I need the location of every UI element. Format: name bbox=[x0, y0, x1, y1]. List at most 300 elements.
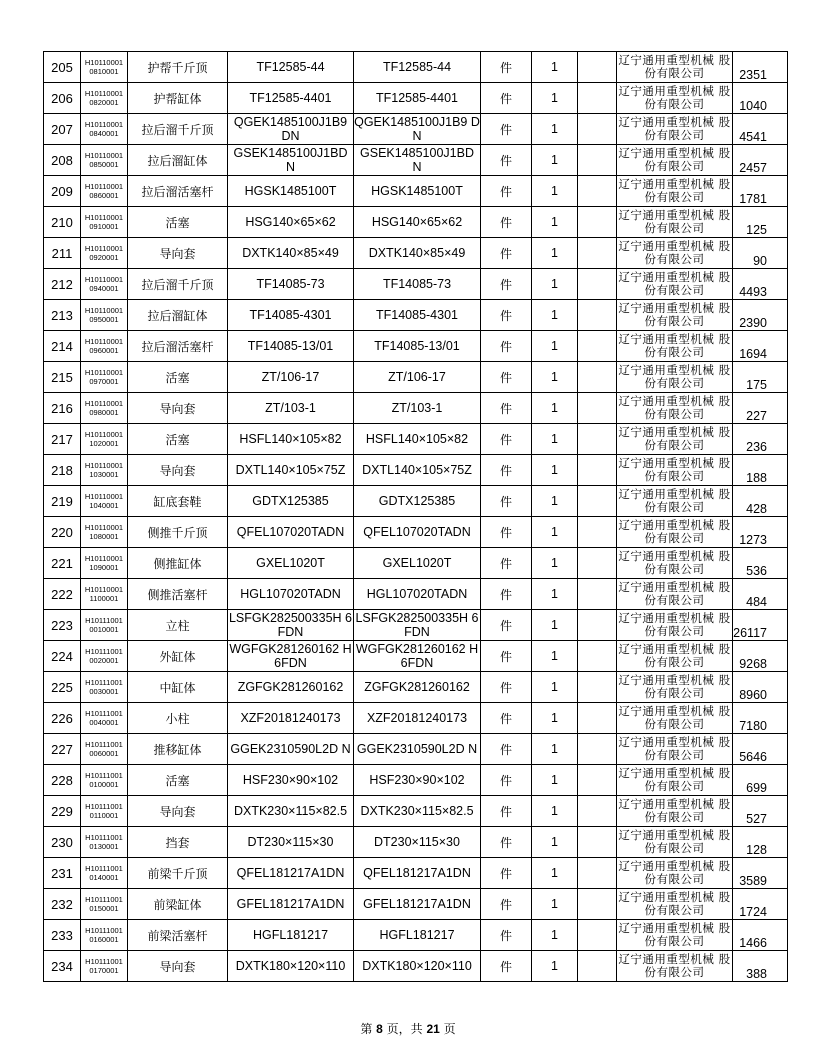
model-cell: QFEL181217A1DN bbox=[228, 858, 354, 889]
quantity-cell: 1 bbox=[532, 579, 578, 610]
unit-cell: 件 bbox=[481, 114, 532, 145]
manufacturer-cell: 辽宁通用重型机械 股份有限公司 bbox=[617, 858, 733, 889]
quantity-cell: 1 bbox=[532, 83, 578, 114]
blank-cell bbox=[578, 951, 617, 982]
manufacturer-cell: 辽宁通用重型机械 股份有限公司 bbox=[617, 672, 733, 703]
model-cell: XZF20181240173 bbox=[228, 703, 354, 734]
amount-cell: 90 bbox=[733, 238, 788, 269]
blank-cell bbox=[578, 486, 617, 517]
seq-cell: 230 bbox=[44, 827, 81, 858]
unit-cell: 件 bbox=[481, 858, 532, 889]
quantity-cell: 1 bbox=[532, 827, 578, 858]
blank-cell bbox=[578, 858, 617, 889]
code-cell: H10111001 0060001 bbox=[81, 734, 128, 765]
spec-cell: ZT/106-17 bbox=[354, 362, 481, 393]
unit-cell: 件 bbox=[481, 176, 532, 207]
spec-cell: DXTK180×120×110 bbox=[354, 951, 481, 982]
table-row bbox=[44, 52, 788, 83]
code-cell: H10111001 0130001 bbox=[81, 827, 128, 858]
part-name-cell: 侧推活塞杆 bbox=[128, 579, 228, 610]
spec-cell: QFEL107020TADN bbox=[354, 517, 481, 548]
spec-cell: WGFGK281260162 H6FDN bbox=[354, 641, 481, 672]
blank-cell bbox=[578, 83, 617, 114]
seq-cell: 206 bbox=[44, 83, 81, 114]
amount-cell: 2390 bbox=[733, 300, 788, 331]
code-cell: H10111001 0170001 bbox=[81, 951, 128, 982]
unit-cell: 件 bbox=[481, 145, 532, 176]
quantity-cell: 1 bbox=[532, 300, 578, 331]
unit-cell: 件 bbox=[481, 734, 532, 765]
part-name-cell: 导向套 bbox=[128, 455, 228, 486]
blank-cell bbox=[578, 610, 617, 641]
table-row bbox=[44, 951, 788, 982]
unit-cell: 件 bbox=[481, 641, 532, 672]
unit-cell: 件 bbox=[481, 765, 532, 796]
part-name-cell: 拉后溜缸体 bbox=[128, 300, 228, 331]
part-name-cell: 拉后溜千斤顶 bbox=[128, 114, 228, 145]
amount-cell: 2457 bbox=[733, 145, 788, 176]
code-cell: H10110001 0970001 bbox=[81, 362, 128, 393]
quantity-cell: 1 bbox=[532, 269, 578, 300]
quantity-cell: 1 bbox=[532, 455, 578, 486]
blank-cell bbox=[578, 548, 617, 579]
code-cell: H10111001 0150001 bbox=[81, 889, 128, 920]
part-name-cell: 拉后溜缸体 bbox=[128, 145, 228, 176]
manufacturer-cell: 辽宁通用重型机械 股份有限公司 bbox=[617, 52, 733, 83]
quantity-cell: 1 bbox=[532, 145, 578, 176]
seq-cell: 225 bbox=[44, 672, 81, 703]
code-cell: H10110001 1100001 bbox=[81, 579, 128, 610]
spec-cell: LSFGK282500335H 6FDN bbox=[355, 611, 479, 639]
unit-cell: 件 bbox=[481, 486, 532, 517]
blank-cell bbox=[578, 145, 617, 176]
table-row bbox=[44, 486, 788, 517]
seq-cell: 218 bbox=[44, 455, 81, 486]
blank-cell bbox=[578, 114, 617, 145]
blank-cell bbox=[578, 52, 617, 83]
part-name-cell: 推移缸体 bbox=[128, 734, 228, 765]
amount-cell: 1273 bbox=[733, 517, 788, 548]
blank-cell bbox=[578, 393, 617, 424]
model-cell: ZT/103-1 bbox=[228, 393, 354, 424]
unit-cell: 件 bbox=[481, 331, 532, 362]
unit-cell: 件 bbox=[481, 269, 532, 300]
unit-cell: 件 bbox=[481, 889, 532, 920]
quantity-cell: 1 bbox=[532, 858, 578, 889]
amount-cell: 699 bbox=[733, 765, 788, 796]
blank-cell bbox=[578, 672, 617, 703]
code-cell: H10110001 0840001 bbox=[81, 114, 128, 145]
seq-cell: 220 bbox=[44, 517, 81, 548]
manufacturer-cell: 辽宁通用重型机械 股份有限公司 bbox=[617, 114, 733, 145]
model-cell: GDTX125385 bbox=[228, 486, 354, 517]
seq-cell: 221 bbox=[44, 548, 81, 579]
table-row bbox=[44, 424, 788, 455]
spec-cell: GXEL1020T bbox=[354, 548, 481, 579]
table-row bbox=[44, 238, 788, 269]
part-name-cell: 前梁活塞杆 bbox=[128, 920, 228, 951]
manufacturer-cell: 辽宁通用重型机械 股份有限公司 bbox=[617, 796, 733, 827]
parts-table-body bbox=[44, 52, 788, 982]
quantity-cell: 1 bbox=[532, 548, 578, 579]
unit-cell: 件 bbox=[481, 300, 532, 331]
unit-cell: 件 bbox=[481, 52, 532, 83]
spec-cell: HGFL181217 bbox=[354, 920, 481, 951]
manufacturer-cell: 辽宁通用重型机械 股份有限公司 bbox=[617, 548, 733, 579]
footer-prefix: 第 bbox=[360, 1022, 377, 1036]
quantity-cell: 1 bbox=[532, 52, 578, 83]
seq-cell: 214 bbox=[44, 331, 81, 362]
spec-cell: TF12585-44 bbox=[354, 52, 481, 83]
table-row bbox=[44, 176, 788, 207]
quantity-cell: 1 bbox=[532, 362, 578, 393]
seq-cell: 210 bbox=[44, 207, 81, 238]
unit-cell: 件 bbox=[481, 548, 532, 579]
quantity-cell: 1 bbox=[532, 517, 578, 548]
spec-cell: HSFL140×105×82 bbox=[354, 424, 481, 455]
manufacturer-cell: 辽宁通用重型机械 股份有限公司 bbox=[617, 83, 733, 114]
amount-cell: 2351 bbox=[733, 52, 788, 83]
unit-cell: 件 bbox=[481, 393, 532, 424]
table-row bbox=[44, 517, 788, 548]
part-name-cell: 拉后溜千斤顶 bbox=[128, 269, 228, 300]
model-cell: TF14085-73 bbox=[228, 269, 354, 300]
seq-cell: 205 bbox=[44, 52, 81, 83]
model-cell: GXEL1020T bbox=[228, 548, 354, 579]
code-cell: H10111001 0110001 bbox=[81, 796, 128, 827]
table-row bbox=[44, 827, 788, 858]
seq-cell: 207 bbox=[44, 114, 81, 145]
code-cell: H10111001 0020001 bbox=[81, 641, 128, 672]
table-row bbox=[44, 455, 788, 486]
seq-cell: 222 bbox=[44, 579, 81, 610]
spec-cell: GDTX125385 bbox=[354, 486, 481, 517]
model-cell: DXTK180×120×110 bbox=[228, 951, 354, 982]
seq-cell: 233 bbox=[44, 920, 81, 951]
model-cell: GFEL181217A1DN bbox=[228, 889, 354, 920]
amount-cell: 536 bbox=[733, 548, 788, 579]
manufacturer-cell: 辽宁通用重型机械 股份有限公司 bbox=[617, 951, 733, 982]
part-name-cell: 前梁缸体 bbox=[128, 889, 228, 920]
blank-cell bbox=[578, 579, 617, 610]
amount-cell: 26117 bbox=[733, 610, 788, 641]
model-cell: TF14085-13/01 bbox=[228, 331, 354, 362]
amount-cell: 527 bbox=[733, 796, 788, 827]
code-cell: H10110001 0850001 bbox=[81, 145, 128, 176]
code-cell: H10110001 0920001 bbox=[81, 238, 128, 269]
amount-cell: 125 bbox=[733, 207, 788, 238]
code-cell: H10110001 0820001 bbox=[81, 83, 128, 114]
manufacturer-cell: 辽宁通用重型机械 股份有限公司 bbox=[617, 734, 733, 765]
spec-cell: DXTK230×115×82.5 bbox=[354, 796, 481, 827]
manufacturer-cell: 辽宁通用重型机械 股份有限公司 bbox=[617, 765, 733, 796]
code-cell: H10110001 0980001 bbox=[81, 393, 128, 424]
model-cell: HSFL140×105×82 bbox=[228, 424, 354, 455]
code-cell: H10110001 1080001 bbox=[81, 517, 128, 548]
code-cell: H10111001 0140001 bbox=[81, 858, 128, 889]
part-name-cell: 小柱 bbox=[128, 703, 228, 734]
seq-cell: 228 bbox=[44, 765, 81, 796]
quantity-cell: 1 bbox=[532, 734, 578, 765]
amount-cell: 236 bbox=[733, 424, 788, 455]
table-row bbox=[44, 114, 788, 145]
model-cell: HSF230×90×102 bbox=[228, 765, 354, 796]
table-row bbox=[44, 796, 788, 827]
amount-cell: 8960 bbox=[733, 672, 788, 703]
table-row bbox=[44, 300, 788, 331]
code-cell: H10110001 0940001 bbox=[81, 269, 128, 300]
seq-cell: 227 bbox=[44, 734, 81, 765]
unit-cell: 件 bbox=[481, 424, 532, 455]
unit-cell: 件 bbox=[481, 362, 532, 393]
blank-cell bbox=[578, 269, 617, 300]
manufacturer-cell: 辽宁通用重型机械 股份有限公司 bbox=[617, 145, 733, 176]
spec-cell: ZGFGK281260162 bbox=[354, 672, 481, 703]
parts-table bbox=[43, 51, 788, 982]
code-cell: H10111001 0040001 bbox=[81, 703, 128, 734]
part-name-cell: 拉后溜活塞杆 bbox=[128, 176, 228, 207]
table-row bbox=[44, 889, 788, 920]
manufacturer-cell: 辽宁通用重型机械 股份有限公司 bbox=[617, 610, 733, 641]
unit-cell: 件 bbox=[481, 827, 532, 858]
table-row bbox=[44, 207, 788, 238]
unit-cell: 件 bbox=[481, 796, 532, 827]
amount-cell: 9268 bbox=[733, 641, 788, 672]
spec-cell: HGL107020TADN bbox=[354, 579, 481, 610]
manufacturer-cell: 辽宁通用重型机械 股份有限公司 bbox=[617, 455, 733, 486]
manufacturer-cell: 辽宁通用重型机械 股份有限公司 bbox=[617, 269, 733, 300]
part-name-cell: 导向套 bbox=[128, 796, 228, 827]
part-name-cell: 活塞 bbox=[128, 424, 228, 455]
unit-cell: 件 bbox=[481, 920, 532, 951]
amount-cell: 5646 bbox=[733, 734, 788, 765]
table-row bbox=[44, 548, 788, 579]
code-cell: H10110001 1040001 bbox=[81, 486, 128, 517]
code-cell: H10110001 0860001 bbox=[81, 176, 128, 207]
table-row bbox=[44, 765, 788, 796]
blank-cell bbox=[578, 796, 617, 827]
seq-cell: 231 bbox=[44, 858, 81, 889]
model-cell: HGL107020TADN bbox=[228, 579, 354, 610]
manufacturer-cell: 辽宁通用重型机械 股份有限公司 bbox=[617, 207, 733, 238]
seq-cell: 219 bbox=[44, 486, 81, 517]
blank-cell bbox=[578, 176, 617, 207]
manufacturer-cell: 辽宁通用重型机械 股份有限公司 bbox=[617, 331, 733, 362]
amount-cell: 1694 bbox=[733, 331, 788, 362]
blank-cell bbox=[578, 920, 617, 951]
model-cell: HSG140×65×62 bbox=[228, 207, 354, 238]
model-cell: DT230×115×30 bbox=[228, 827, 354, 858]
quantity-cell: 1 bbox=[532, 765, 578, 796]
blank-cell bbox=[578, 734, 617, 765]
part-name-cell: 护帮缸体 bbox=[128, 83, 228, 114]
table-row bbox=[44, 331, 788, 362]
code-cell: H10111001 0030001 bbox=[81, 672, 128, 703]
code-cell: H10110001 1090001 bbox=[81, 548, 128, 579]
spec-cell: GFEL181217A1DN bbox=[354, 889, 481, 920]
manufacturer-cell: 辽宁通用重型机械 股份有限公司 bbox=[617, 486, 733, 517]
unit-cell: 件 bbox=[481, 517, 532, 548]
spec-cell: GSEK1485100J1BD N bbox=[354, 145, 481, 176]
blank-cell bbox=[578, 300, 617, 331]
model-cell: TF14085-4301 bbox=[228, 300, 354, 331]
quantity-cell: 1 bbox=[532, 393, 578, 424]
model-cell: DXTK140×85×49 bbox=[228, 238, 354, 269]
blank-cell bbox=[578, 703, 617, 734]
spec-cell: QGEK1485100J1B9 DN bbox=[354, 115, 480, 143]
model-cell: ZT/106-17 bbox=[228, 362, 354, 393]
unit-cell: 件 bbox=[481, 672, 532, 703]
part-name-cell: 侧推千斤顶 bbox=[128, 517, 228, 548]
code-cell: H10111001 0100001 bbox=[81, 765, 128, 796]
manufacturer-cell: 辽宁通用重型机械 股份有限公司 bbox=[617, 579, 733, 610]
blank-cell bbox=[578, 889, 617, 920]
blank-cell bbox=[578, 765, 617, 796]
amount-cell: 3589 bbox=[733, 858, 788, 889]
manufacturer-cell: 辽宁通用重型机械 股份有限公司 bbox=[617, 517, 733, 548]
table-row bbox=[44, 269, 788, 300]
part-name-cell: 活塞 bbox=[128, 765, 228, 796]
part-name-cell: 挡套 bbox=[128, 827, 228, 858]
amount-cell: 484 bbox=[733, 579, 788, 610]
footer-total-pages: 21 bbox=[426, 1022, 440, 1036]
unit-cell: 件 bbox=[481, 610, 532, 641]
manufacturer-cell: 辽宁通用重型机械 股份有限公司 bbox=[617, 889, 733, 920]
quantity-cell: 1 bbox=[532, 703, 578, 734]
quantity-cell: 1 bbox=[532, 951, 578, 982]
model-cell: GGEK2310590L2D N bbox=[228, 734, 354, 765]
table-row bbox=[44, 83, 788, 114]
quantity-cell: 1 bbox=[532, 641, 578, 672]
amount-cell: 227 bbox=[733, 393, 788, 424]
unit-cell: 件 bbox=[481, 238, 532, 269]
quantity-cell: 1 bbox=[532, 207, 578, 238]
amount-cell: 175 bbox=[733, 362, 788, 393]
manufacturer-cell: 辽宁通用重型机械 股份有限公司 bbox=[617, 300, 733, 331]
manufacturer-cell: 辽宁通用重型机械 股份有限公司 bbox=[617, 393, 733, 424]
part-name-cell: 外缸体 bbox=[128, 641, 228, 672]
table-row bbox=[44, 641, 788, 672]
quantity-cell: 1 bbox=[532, 114, 578, 145]
footer-middle: 页，共 bbox=[382, 1022, 427, 1036]
code-cell: H10110001 0960001 bbox=[81, 331, 128, 362]
model-cell: QGEK1485100J1B9 DN bbox=[228, 114, 354, 145]
blank-cell bbox=[578, 207, 617, 238]
seq-cell: 216 bbox=[44, 393, 81, 424]
part-name-cell: 拉后溜活塞杆 bbox=[128, 331, 228, 362]
amount-cell: 4493 bbox=[733, 269, 788, 300]
amount-cell: 128 bbox=[733, 827, 788, 858]
seq-cell: 223 bbox=[44, 610, 81, 641]
spec-cell: DXTK140×85×49 bbox=[354, 238, 481, 269]
blank-cell bbox=[578, 238, 617, 269]
part-name-cell: 前梁千斤顶 bbox=[128, 858, 228, 889]
manufacturer-cell: 辽宁通用重型机械 股份有限公司 bbox=[617, 424, 733, 455]
part-name-cell: 中缸体 bbox=[128, 672, 228, 703]
model-cell: DXTL140×105×75Z bbox=[228, 455, 354, 486]
spec-cell: TF14085-4301 bbox=[354, 300, 481, 331]
code-cell: H10110001 1020001 bbox=[81, 424, 128, 455]
table-row bbox=[44, 734, 788, 765]
seq-cell: 229 bbox=[44, 796, 81, 827]
seq-cell: 213 bbox=[44, 300, 81, 331]
amount-cell: 428 bbox=[733, 486, 788, 517]
manufacturer-cell: 辽宁通用重型机械 股份有限公司 bbox=[617, 827, 733, 858]
table-row bbox=[44, 393, 788, 424]
code-cell: H10110001 0810001 bbox=[81, 52, 128, 83]
table-row bbox=[44, 672, 788, 703]
unit-cell: 件 bbox=[481, 455, 532, 486]
quantity-cell: 1 bbox=[532, 796, 578, 827]
page-footer bbox=[0, 1020, 816, 1037]
spec-cell: TF14085-73 bbox=[354, 269, 481, 300]
seq-cell: 211 bbox=[44, 238, 81, 269]
table-row bbox=[44, 579, 788, 610]
code-cell: H10110001 0950001 bbox=[81, 300, 128, 331]
quantity-cell: 1 bbox=[532, 238, 578, 269]
table-row bbox=[44, 920, 788, 951]
spec-cell: XZF20181240173 bbox=[354, 703, 481, 734]
code-cell: H10111001 0010001 bbox=[81, 610, 128, 641]
spec-cell: QFEL181217A1DN bbox=[354, 858, 481, 889]
table-row bbox=[44, 610, 788, 641]
seq-cell: 226 bbox=[44, 703, 81, 734]
unit-cell: 件 bbox=[481, 579, 532, 610]
model-cell: TF12585-4401 bbox=[228, 83, 354, 114]
spec-cell: ZT/103-1 bbox=[354, 393, 481, 424]
manufacturer-cell: 辽宁通用重型机械 股份有限公司 bbox=[617, 920, 733, 951]
model-cell: DXTK230×115×82.5 bbox=[228, 796, 354, 827]
manufacturer-cell: 辽宁通用重型机械 股份有限公司 bbox=[617, 238, 733, 269]
unit-cell: 件 bbox=[481, 951, 532, 982]
spec-cell: TF14085-13/01 bbox=[354, 331, 481, 362]
table-row bbox=[44, 362, 788, 393]
table-row bbox=[44, 858, 788, 889]
quantity-cell: 1 bbox=[532, 424, 578, 455]
seq-cell: 217 bbox=[44, 424, 81, 455]
model-cell: HGFL181217 bbox=[228, 920, 354, 951]
quantity-cell: 1 bbox=[532, 610, 578, 641]
part-name-cell: 活塞 bbox=[128, 207, 228, 238]
model-cell: GSEK1485100J1BD N bbox=[228, 145, 354, 176]
blank-cell bbox=[578, 517, 617, 548]
quantity-cell: 1 bbox=[532, 486, 578, 517]
seq-cell: 212 bbox=[44, 269, 81, 300]
model-cell: WGFGK281260162 H6FDN bbox=[229, 642, 352, 670]
spec-cell: HSF230×90×102 bbox=[354, 765, 481, 796]
part-name-cell: 立柱 bbox=[128, 610, 228, 641]
seq-cell: 208 bbox=[44, 145, 81, 176]
blank-cell bbox=[578, 331, 617, 362]
blank-cell bbox=[578, 362, 617, 393]
unit-cell: 件 bbox=[481, 703, 532, 734]
manufacturer-cell: 辽宁通用重型机械 股份有限公司 bbox=[617, 176, 733, 207]
spec-cell: TF12585-4401 bbox=[354, 83, 481, 114]
seq-cell: 234 bbox=[44, 951, 81, 982]
blank-cell bbox=[578, 641, 617, 672]
code-cell: H10110001 1030001 bbox=[81, 455, 128, 486]
model-cell: QFEL107020TADN bbox=[228, 517, 354, 548]
seq-cell: 209 bbox=[44, 176, 81, 207]
amount-cell: 388 bbox=[733, 951, 788, 982]
blank-cell bbox=[578, 424, 617, 455]
amount-cell: 188 bbox=[733, 455, 788, 486]
manufacturer-cell: 辽宁通用重型机械 股份有限公司 bbox=[617, 362, 733, 393]
seq-cell: 224 bbox=[44, 641, 81, 672]
model-cell: ZGFGK281260162 bbox=[228, 672, 354, 703]
unit-cell: 件 bbox=[481, 83, 532, 114]
manufacturer-cell: 辽宁通用重型机械 股份有限公司 bbox=[617, 703, 733, 734]
